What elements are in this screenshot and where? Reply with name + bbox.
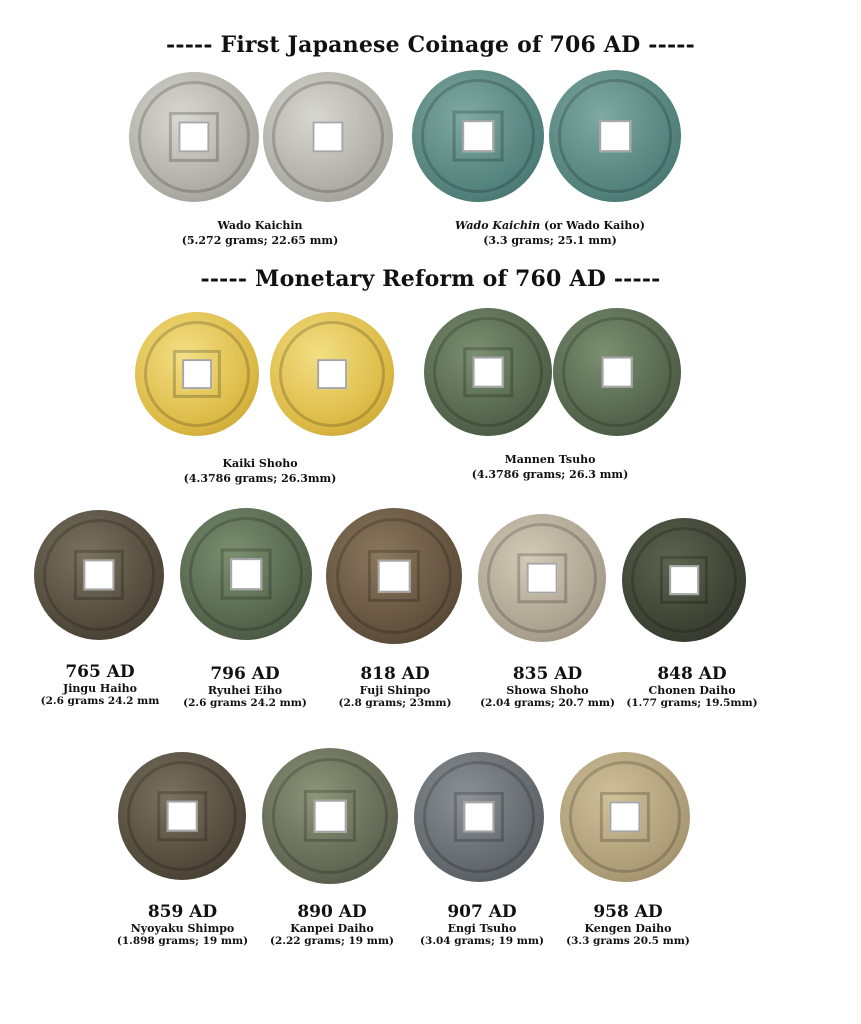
caption-765 xyxy=(20,662,180,707)
coin-year: 796 AD xyxy=(210,664,280,684)
coin-spec: (5.272 grams; 22.65 mm) xyxy=(181,234,339,247)
coin-name: Ryuhei Eiho xyxy=(207,684,283,697)
coin-year: 848 AD xyxy=(657,664,727,684)
coin-name-rest: (or Wado Kaiho) xyxy=(540,219,645,232)
coin-kaiki-shoho-reverse xyxy=(270,312,394,436)
heading-first-coinage: ----- First Japanese Coinage of 706 AD ----- xyxy=(166,32,695,58)
coin-spec: (2.04 grams; 20.7 mm) xyxy=(480,697,615,709)
caption-907 xyxy=(402,902,562,947)
caption-835 xyxy=(465,664,630,709)
heading-monetary-reform: ----- Monetary Reform of 760 AD ----- xyxy=(200,266,661,292)
coin-name: Kaiki Shoho xyxy=(222,457,298,470)
coin-spec: (1.898 grams; 19 mm) xyxy=(116,935,249,947)
coin-year: 818 AD xyxy=(360,664,430,684)
caption-kaiki-shoho xyxy=(150,456,370,486)
coin-nyoyaku-shimpo xyxy=(118,752,246,880)
coin-name: Fuji Shinpo xyxy=(359,684,431,697)
coin-fuji-shinpo xyxy=(326,508,462,644)
caption-wado-kaiho xyxy=(420,218,680,248)
caption-859 xyxy=(100,902,265,947)
caption-wado-kaichin xyxy=(150,218,370,248)
coin-name: Kengen Daiho xyxy=(584,922,672,935)
coin-year: 835 AD xyxy=(512,664,583,684)
coin-name: Kanpei Daiho xyxy=(290,922,374,935)
coin-name: Nyoyaku Shimpo xyxy=(130,922,235,935)
caption-958 xyxy=(548,902,708,947)
coin-spec: (4.3786 grams; 26.3mm) xyxy=(183,472,337,485)
coin-spec: (1.77 grams; 19.5mm) xyxy=(626,697,758,709)
coin-kengen-daiho xyxy=(560,752,690,882)
coin-spec: (2.8 grams; 23mm) xyxy=(338,697,452,709)
coin-spec: (2.6 grams 24.2 mm xyxy=(40,695,160,707)
caption-796 xyxy=(165,664,325,709)
coin-year: 859 AD xyxy=(147,902,218,922)
coin-spec: (3.3 grams 20.5 mm) xyxy=(566,935,690,947)
coin-name: Engi Tsuho xyxy=(447,922,517,935)
coin-kaiki-shoho-obverse xyxy=(135,312,259,436)
coin-mannen-tsuho-reverse xyxy=(553,308,681,436)
caption-818 xyxy=(315,664,475,709)
coin-name: Jingu Haiho xyxy=(63,682,137,695)
coin-name: Showa Shoho xyxy=(506,684,589,697)
coin-kanpei-daiho xyxy=(262,748,398,884)
coin-year: 958 AD xyxy=(593,902,663,922)
caption-848 xyxy=(612,664,772,709)
coin-chonen-daiho xyxy=(622,518,746,642)
coin-year: 890 AD xyxy=(297,902,367,922)
coin-jingu-haiho xyxy=(34,510,164,640)
coin-spec: (4.3786 grams; 26.3 mm) xyxy=(471,468,629,481)
coin-spec: (3.3 grams; 25.1 mm) xyxy=(483,234,617,247)
coin-engi-tsuho xyxy=(414,752,544,882)
caption-mannen-tsuho xyxy=(440,452,660,482)
coin-spec: (2.6 grams 24.2 mm) xyxy=(183,697,307,709)
coin-wado-kaiho-obverse xyxy=(412,70,544,202)
coin-spec: (2.22 grams; 19 mm) xyxy=(270,935,394,947)
coin-wado-kaichin-reverse xyxy=(263,72,393,202)
coin-wado-kaichin-obverse xyxy=(129,72,259,202)
coin-spec: (3.04 grams; 19 mm) xyxy=(420,935,544,947)
caption-890 xyxy=(252,902,412,947)
coin-name: Chonen Daiho xyxy=(648,684,736,697)
coin-wado-kaiho-reverse xyxy=(549,70,681,202)
coin-ryuhei-eiho xyxy=(180,508,312,640)
coin-mannen-tsuho-obverse xyxy=(424,308,552,436)
coin-name: Mannen Tsuho xyxy=(504,453,596,466)
coin-name: Wado Kaichin xyxy=(217,219,303,232)
coin-year: 765 AD xyxy=(65,662,135,682)
coin-year: 907 AD xyxy=(447,902,517,922)
coin-name-italic: Wado Kaichin xyxy=(455,219,541,232)
coin-showa-shoho xyxy=(478,514,606,642)
